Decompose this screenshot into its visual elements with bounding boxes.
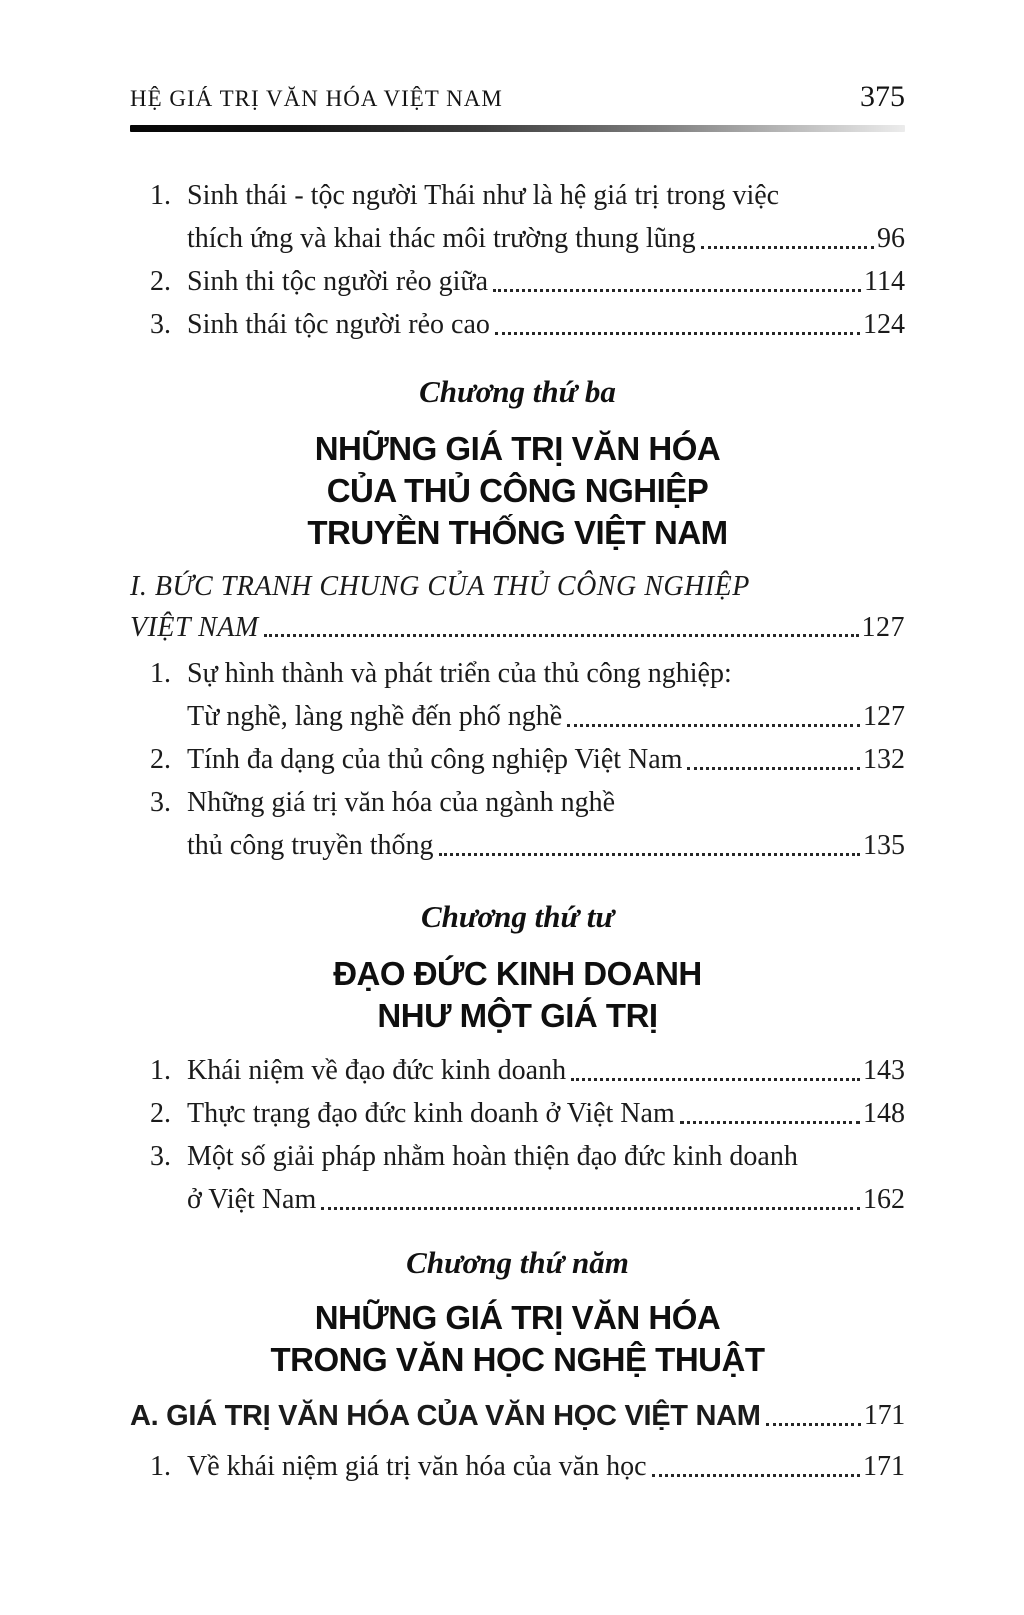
toc-section-chapter5	[150, 1445, 905, 1488]
toc-entry	[150, 1049, 905, 1092]
entry-number: 3.	[150, 309, 171, 340]
entry-number: 1.	[150, 658, 171, 689]
chapter3-title-line: NHỮNG GIÁ TRỊ VĂN HÓA	[314, 430, 721, 467]
toc-entry	[150, 1092, 905, 1135]
dot-leader	[680, 1121, 860, 1124]
toc-section-chapter4	[150, 1049, 905, 1221]
dot-leader	[571, 1078, 860, 1081]
toc-entry	[150, 738, 905, 781]
page-header	[130, 82, 905, 112]
entry-page-number: 114	[864, 266, 905, 297]
section-heading-text: I. BỨC TRANH CHUNG CỦA THỦ CÔNG NGHIỆP	[130, 571, 750, 602]
dot-leader	[493, 289, 861, 292]
toc-entry	[150, 174, 905, 260]
section-heading-a	[130, 1395, 905, 1437]
dot-leader	[439, 853, 860, 856]
entry-text: Sinh thái tộc người rẻo cao	[187, 309, 490, 340]
section-heading-roman-1	[130, 566, 905, 648]
dot-leader	[701, 246, 874, 249]
toc-entry	[150, 1445, 905, 1488]
section-heading-text: A. GIÁ TRỊ VĂN HÓA CỦA VĂN HỌC VIỆT NAM	[130, 1400, 761, 1432]
chapter4-title	[130, 953, 905, 1037]
chapter3-kicker: Chương thứ ba	[419, 374, 616, 409]
chapter4-kicker: Chương thứ tư	[421, 899, 614, 934]
dot-leader	[495, 332, 860, 335]
toc-entry	[150, 1135, 905, 1221]
entry-number: 2.	[150, 1098, 171, 1129]
entry-page-number: 124	[863, 309, 905, 340]
entry-text-continuation: thủ công truyền thống	[187, 830, 434, 861]
entry-page-number: 171	[863, 1451, 905, 1482]
entry-text: Sinh thi tộc người rẻo giữa	[187, 266, 489, 297]
page-number: 375	[860, 80, 905, 113]
entry-page-number: 143	[863, 1055, 905, 1086]
toc-entry	[150, 303, 905, 346]
entry-page-number: 96	[877, 223, 905, 254]
toc-entry	[150, 781, 905, 867]
entry-text: Sinh thái - tộc người Thái như là hệ giá trị trong việc	[187, 180, 780, 211]
running-head-title: HỆ GIÁ TRỊ VĂN HÓA VIỆT NAM	[130, 86, 503, 111]
toc-section-chapter3	[150, 652, 905, 867]
dot-leader	[652, 1474, 861, 1477]
entry-text: Sự hình thành và phát triển của thủ công nghiệp:	[187, 658, 732, 689]
chapter3-title-line: CỦA THỦ CÔNG NGHIỆP	[326, 472, 709, 509]
section-heading-continuation: VIỆT NAM	[130, 612, 259, 643]
chapter5-title-line: TRONG VĂN HỌC NGHỆ THUẬT	[270, 1341, 765, 1378]
entry-text-continuation: ở Việt Nam	[187, 1184, 317, 1215]
entry-page-number: 127	[863, 701, 905, 732]
chapter5-kicker: Chương thứ năm	[406, 1245, 629, 1280]
chapter4-title-line: ĐẠO ĐỨC KINH DOANH	[333, 955, 702, 992]
chapter3-title	[130, 428, 905, 554]
entry-page-number: 162	[863, 1184, 905, 1215]
entry-text: Khái niệm về đạo đức kinh doanh	[187, 1055, 567, 1086]
dot-leader	[567, 724, 860, 727]
toc-section-part2	[150, 174, 905, 346]
dot-leader	[766, 1423, 861, 1426]
entry-text: Về khái niệm giá trị văn hóa của văn học	[187, 1451, 647, 1482]
chapter5-title	[130, 1297, 905, 1381]
entry-text: Thực trạng đạo đức kinh doanh ở Việt Nam	[187, 1098, 675, 1129]
entry-page-number: 135	[863, 830, 905, 861]
entry-number: 2.	[150, 266, 171, 297]
entry-text-continuation: Từ nghề, làng nghề đến phố nghề	[187, 701, 563, 732]
entry-text: Những giá trị văn hóa của ngành nghề	[187, 787, 616, 818]
entry-number: 3.	[150, 787, 171, 818]
entry-number: 1.	[150, 180, 171, 211]
section-page-number: 127	[861, 612, 905, 643]
entry-text: Tính đa dạng của thủ công nghiệp Việt Nam	[187, 744, 683, 775]
chapter4-title-line: NHƯ MỘT GIÁ TRỊ	[377, 997, 658, 1034]
entry-number: 3.	[150, 1141, 171, 1172]
chapter5-title-line: NHỮNG GIÁ TRỊ VĂN HÓA	[314, 1299, 721, 1336]
entry-text: Một số giải pháp nhằm hoàn thiện đạo đức kinh doanh	[187, 1141, 798, 1172]
toc-entry	[150, 652, 905, 738]
entry-page-number: 148	[863, 1098, 905, 1129]
section-page-number: 171	[863, 1400, 905, 1431]
dot-leader	[264, 634, 859, 637]
header-divider-rule	[130, 125, 905, 132]
dot-leader	[687, 767, 860, 770]
entry-number: 1.	[150, 1451, 171, 1482]
toc-entry	[150, 260, 905, 303]
entry-page-number: 132	[863, 744, 905, 775]
entry-number: 2.	[150, 744, 171, 775]
dot-leader	[321, 1207, 860, 1210]
chapter3-title-line: TRUYỀN THỐNG VIỆT NAM	[307, 514, 728, 551]
entry-number: 1.	[150, 1055, 171, 1086]
entry-text-continuation: thích ứng và khai thác môi trường thung lũng	[187, 223, 696, 254]
